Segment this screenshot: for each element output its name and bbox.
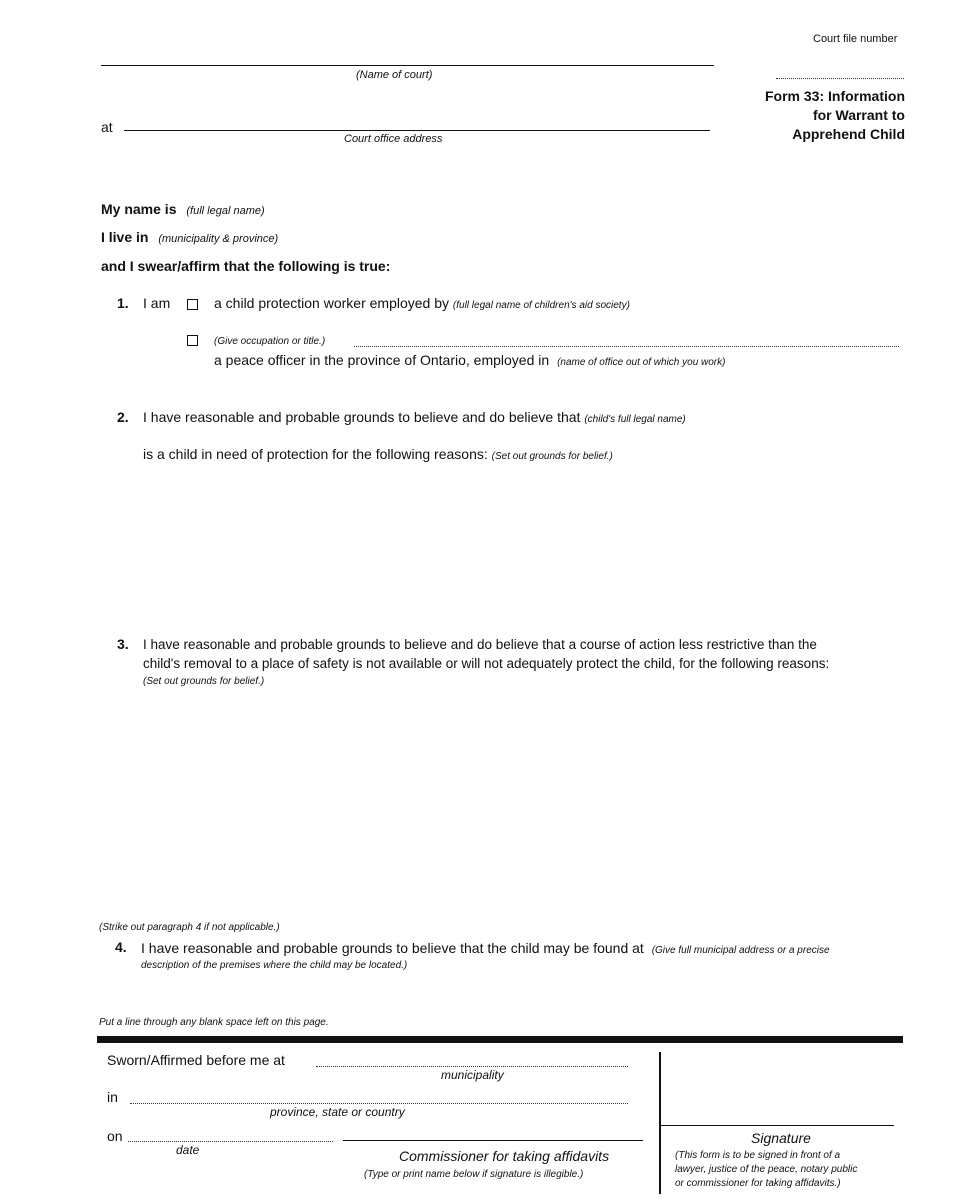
- paragraph-2-number: 2.: [117, 409, 129, 425]
- municipality-label: municipality: [441, 1068, 504, 1082]
- i-live-in-row: [101, 229, 278, 245]
- paragraph-2-reasons-text: is a child in need of protection for the following reasons:: [143, 446, 488, 462]
- paragraph-2-line1: [143, 409, 686, 425]
- full-legal-name-hint: (full legal name): [186, 205, 265, 217]
- occupation-title-field[interactable]: [354, 346, 899, 347]
- swear-affirm-statement: and I swear/affirm that the following is true:: [101, 258, 391, 274]
- i-live-in-label: I live in: [101, 229, 149, 245]
- signature-note-line2: lawyer, justice of the peace, notary public: [675, 1164, 858, 1175]
- form-title-line2: for Warrant to: [812, 107, 905, 123]
- name-of-court-label: (Name of court): [356, 69, 433, 81]
- my-name-label: My name is: [101, 201, 177, 217]
- child-protection-worker-checkbox[interactable]: [187, 299, 198, 310]
- paragraph-4-number: 4.: [115, 939, 127, 955]
- paragraph-4-text: I have reasonable and probable grounds to believe that the child may be found at: [141, 940, 644, 956]
- deponent-signature-line[interactable]: [661, 1125, 894, 1126]
- paragraph-3-hint: (Set out grounds for belief.): [143, 676, 265, 687]
- sworn-label: Sworn/Affirmed before me at: [107, 1052, 285, 1068]
- footer-divider-bar: [97, 1036, 903, 1043]
- i-am-label: I am: [143, 295, 171, 311]
- date-label: date: [176, 1143, 200, 1157]
- option1-text: a child protection worker employed by: [214, 295, 450, 311]
- commissioner-label: Commissioner for taking affidavits: [399, 1148, 610, 1164]
- paragraph-3-reasons-area[interactable]: [143, 695, 903, 910]
- paragraph-3-line2: child's removal to a place of safety is not available or will not adequately protect the child, for the following reasons:: [143, 656, 830, 671]
- sworn-date-field[interactable]: [128, 1141, 333, 1142]
- paragraph-3-line1: I have reasonable and probable grounds to believe and do believe that a course of action less restrictive than the: [143, 637, 817, 652]
- option2-row: [214, 352, 725, 368]
- form-title-line3: Apprehend Child: [792, 126, 905, 142]
- option2-text: a peace officer in the province of Ontario, employed in: [214, 352, 550, 368]
- commissioner-signature-line[interactable]: [343, 1140, 643, 1141]
- province-label: province, state or country: [270, 1105, 405, 1119]
- peace-officer-checkbox[interactable]: [187, 335, 198, 346]
- court-office-address-label: Court office address: [344, 133, 443, 145]
- option1-hint: (full legal name of children's aid society): [452, 300, 630, 311]
- strike-out-note: (Strike out paragraph 4 if not applicable.): [99, 922, 280, 933]
- in-label: in: [107, 1089, 118, 1105]
- paragraph-4-line1: [141, 940, 830, 956]
- court-file-number-field[interactable]: [776, 78, 904, 79]
- sworn-province-field[interactable]: [130, 1103, 628, 1104]
- municipality-province-hint: (municipality & province): [158, 233, 279, 245]
- court-office-address-line: [124, 130, 710, 131]
- sworn-municipality-field[interactable]: [316, 1066, 628, 1067]
- on-label: on: [107, 1128, 123, 1144]
- my-name-row: [101, 201, 265, 217]
- signature-divider: [659, 1052, 661, 1194]
- childs-name-hint: (child's full legal name): [584, 414, 686, 425]
- paragraph-2-line2: [143, 446, 613, 462]
- court-file-number-label: Court file number: [813, 33, 898, 45]
- option2-hint: (name of office out of which you work): [557, 357, 726, 368]
- paragraph-1-number: 1.: [117, 295, 129, 311]
- form-title-line1: Form 33: Information: [764, 88, 905, 104]
- paragraph-4-hint: (Give full municipal address or a precise: [651, 945, 830, 956]
- paragraph-4-hint-line2: description of the premises where the child may be located.): [141, 960, 408, 971]
- signature-note-line1: (This form is to be signed in front of a: [675, 1150, 841, 1161]
- paragraph-2-text: I have reasonable and probable grounds to believe and do believe that: [143, 409, 581, 425]
- signature-label: Signature: [751, 1130, 811, 1146]
- signature-note-line3: or commissioner for taking affidavits.): [675, 1178, 841, 1189]
- commissioner-hint: (Type or print name below if signature is illegible.): [364, 1169, 584, 1180]
- option1-row: [214, 295, 630, 311]
- occupation-title-hint: (Give occupation or title.): [214, 336, 326, 347]
- paragraph-2-reasons-hint: (Set out grounds for belief.): [491, 451, 613, 462]
- paragraph-2-reasons-area[interactable]: [143, 470, 903, 620]
- paragraph-3-number: 3.: [117, 636, 129, 652]
- name-of-court-line: [101, 65, 714, 66]
- at-label: at: [101, 119, 113, 135]
- blank-space-note: Put a line through any blank space left on this page.: [99, 1017, 329, 1028]
